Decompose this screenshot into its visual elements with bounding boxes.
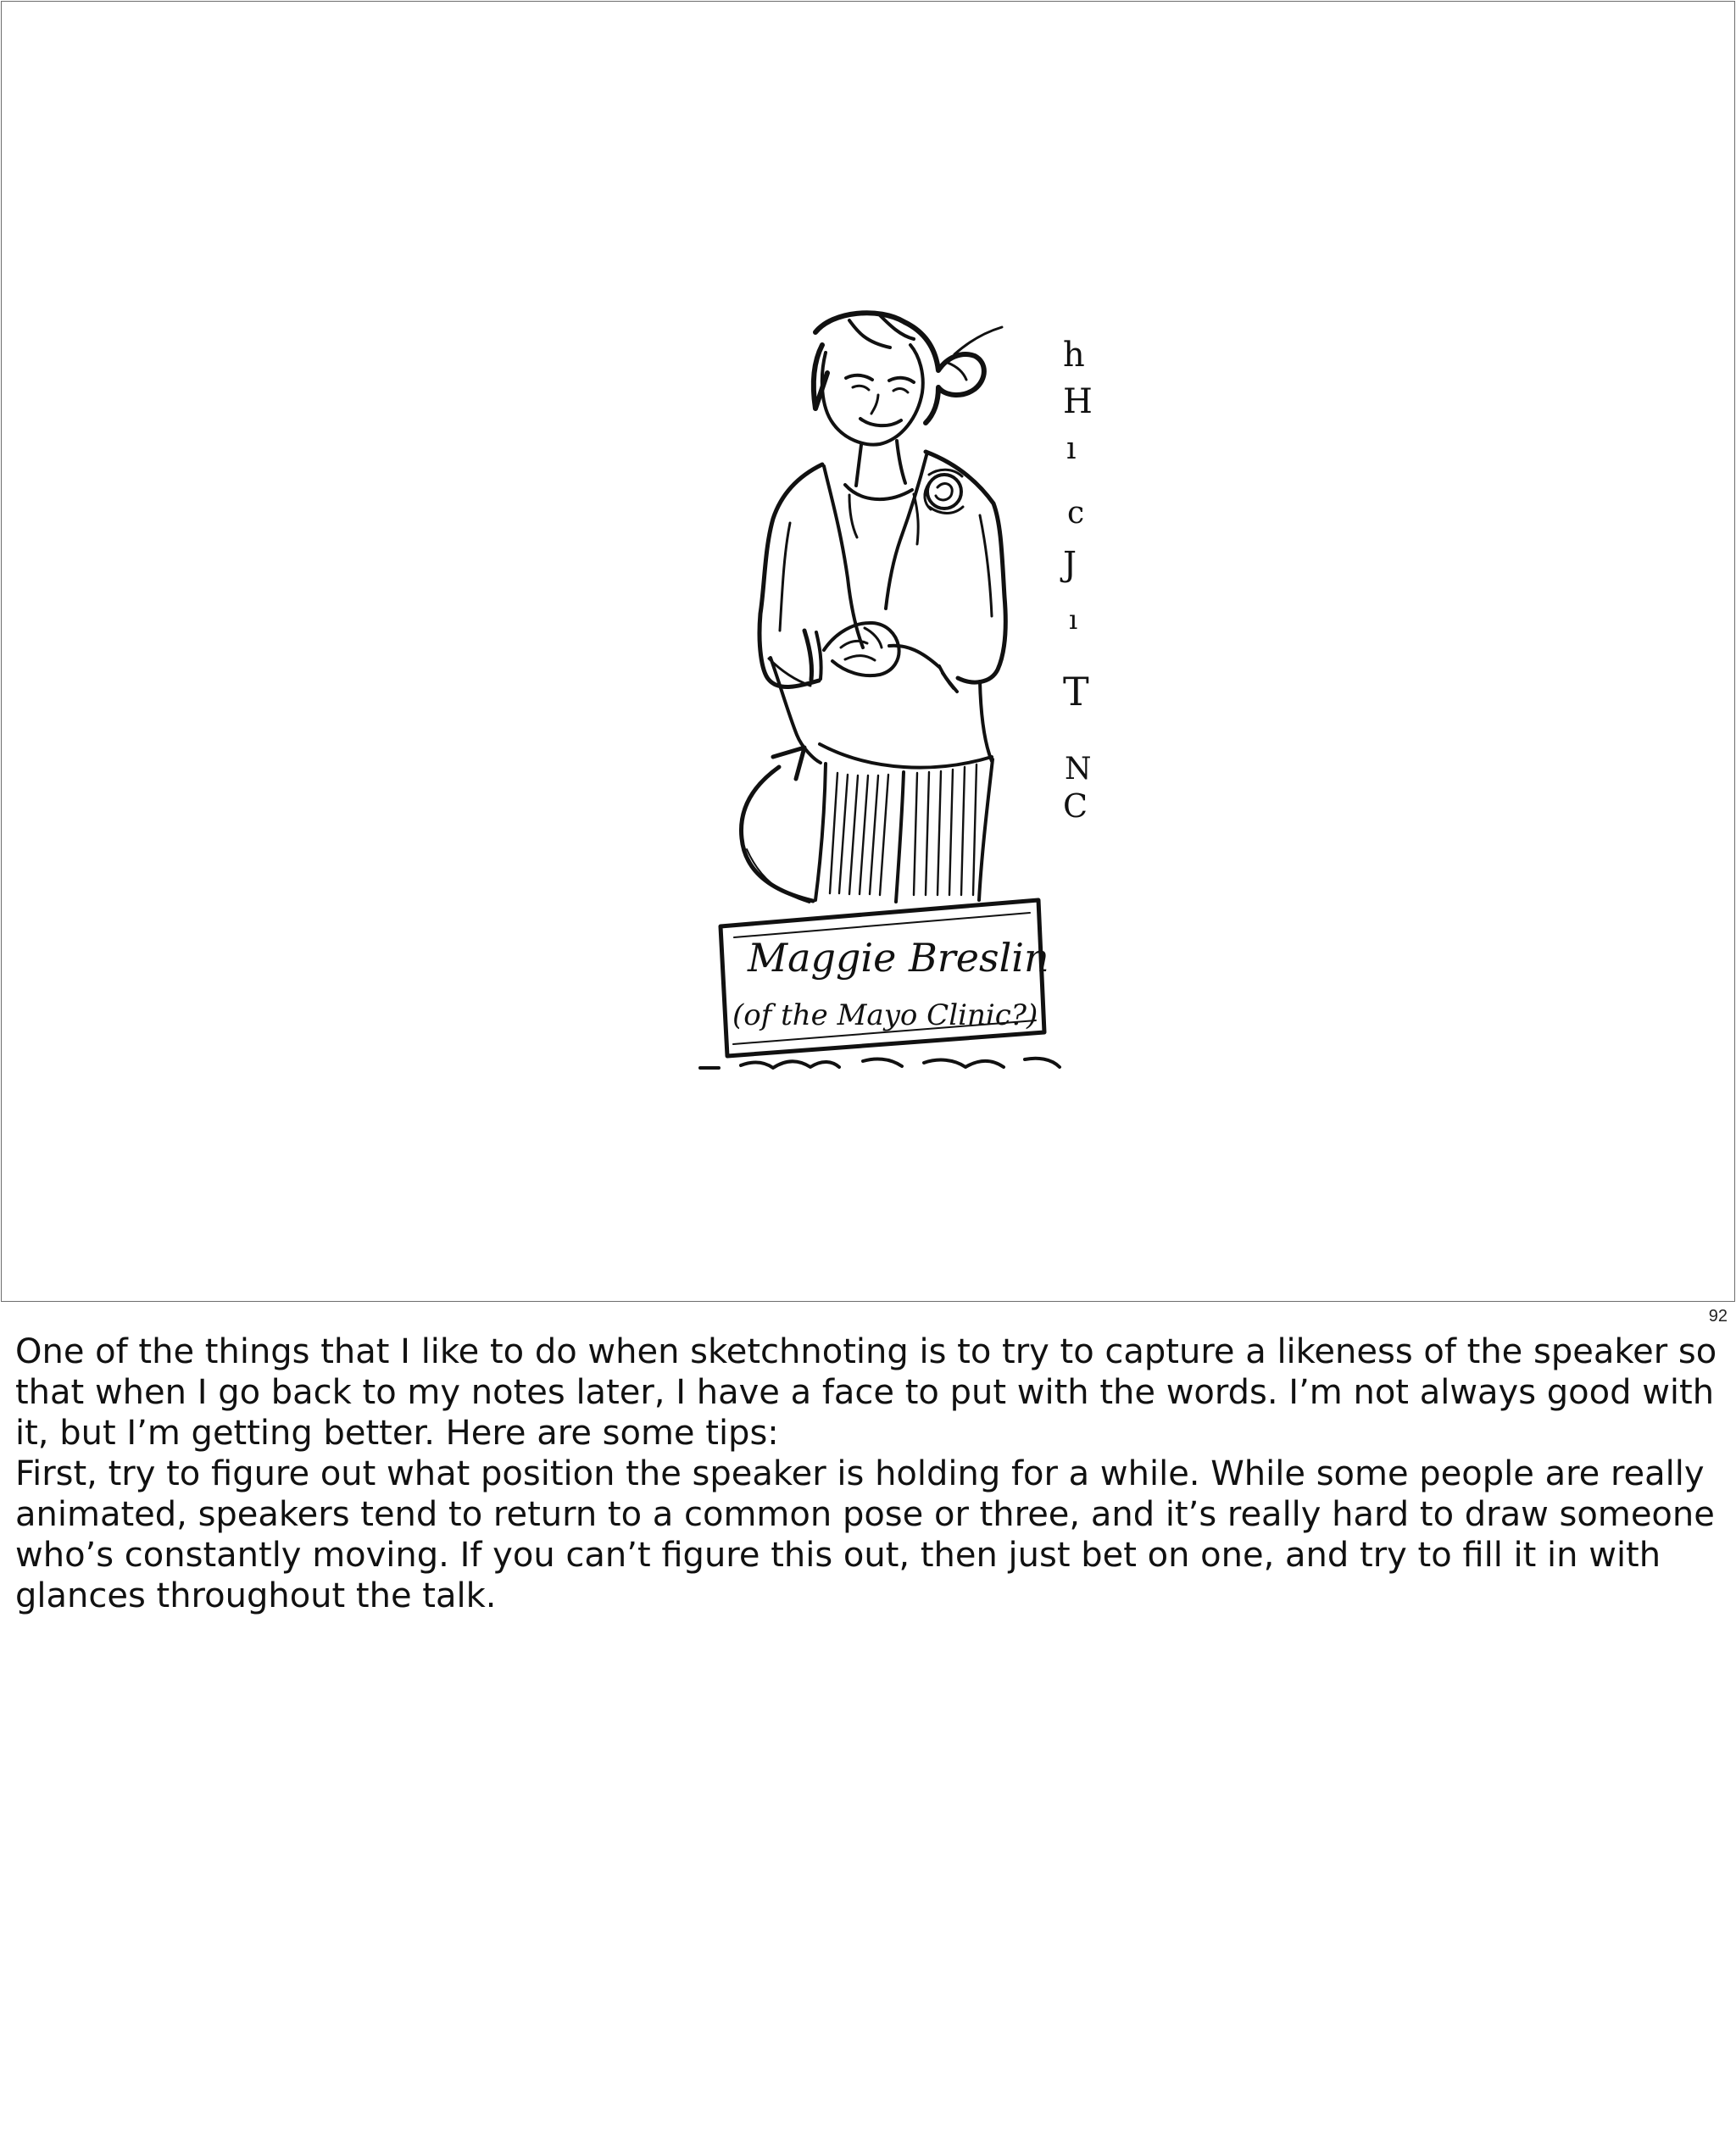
slide-frame	[1, 1, 1735, 1302]
sketch-side-letter-2: H	[1063, 382, 1093, 421]
sketch-side-letter-6: ı	[1069, 603, 1078, 636]
sketch-side-letter-8: N	[1065, 752, 1092, 787]
sketch-side-letter-5: J	[1063, 545, 1077, 584]
sketch-side-letter-1: h	[1063, 336, 1085, 375]
sketch-caption-affiliation: (of the Mayo Clinic?)	[732, 998, 1038, 1032]
page-number: 92	[1708, 1307, 1728, 1326]
sketch-side-letter-7: T	[1063, 669, 1089, 714]
notes-paragraph-1: One of the things that I like to do when sketchnoting is to try to capture a likeness of the speaker so that when I go back to my notes later, I have a face to put with the words. I’m not always good with it, but I’m getting better. Here are some tips:	[15, 1332, 1717, 1453]
speaker-notes	[15, 1331, 1719, 1616]
notes-paragraph-2: First, try to figure out what position the speaker is holding for a while. While some people are really animated, speakers tend to return to a common pose or three, and it’s really hard to draw someone who’s constantly moving. If you can’t figure this out, then just bet on one, and try to fill it in with glances throughout the talk.	[15, 1454, 1715, 1615]
sketch-side-letter-4: c	[1067, 496, 1085, 531]
sketch-caption-name: Maggie Breslin	[748, 935, 1049, 981]
sketch-side-letter-9: C	[1063, 787, 1088, 825]
sketch-side-letter-3: ı	[1066, 431, 1077, 466]
speaker-sketch	[671, 307, 1112, 1070]
